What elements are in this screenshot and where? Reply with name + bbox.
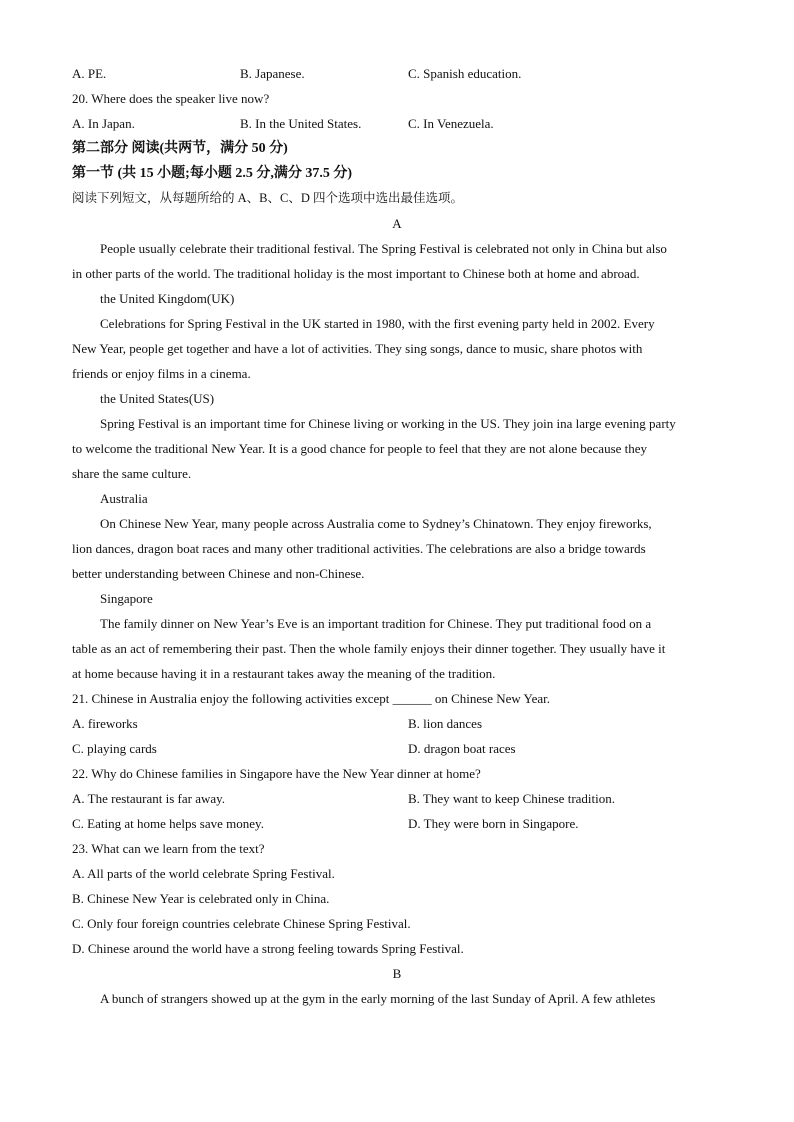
option-c: C. Eating at home helps save money.	[72, 816, 264, 831]
paragraph-line: friends or enjoy films in a cinema.	[72, 366, 251, 381]
q20-options	[0, 111, 794, 136]
q23-stem: 23. What can we learn from the text?	[72, 841, 265, 856]
q20-stem: 20. Where does the speaker live now?	[72, 91, 270, 106]
paragraph-line: New Year, people get together and have a lot of activities. They sing songs, dance to music, share photos with	[72, 341, 643, 356]
passage-a-intro-line: People usually celebrate their traditional festival. The Spring Festival is celebrated not only in China but also	[100, 241, 667, 256]
paragraph-line: Spring Festival is an important time for Chinese living or working in the US. They join ina large evening party	[100, 416, 676, 431]
q21-stem: 21. Chinese in Australia enjoy the following activities except ______ on Chinese New Year.	[72, 691, 551, 706]
part2-heading: 第二部分 阅读(共两节，满分 50 分)	[72, 141, 288, 156]
option-b: B. They want to keep Chinese tradition.	[408, 791, 615, 806]
q21-options-row	[0, 711, 794, 736]
option-a: A. The restaurant is far away.	[72, 791, 226, 806]
subheading-uk: the United Kingdom(UK)	[100, 291, 235, 306]
subheading-us: the United States(US)	[100, 391, 215, 406]
q22-options-row	[0, 811, 794, 836]
option-d: D. Chinese around the world have a strong feeling towards Spring Festival.	[72, 941, 464, 956]
instruction: 阅读下列短文，从每题所给的 A、B、C、D 四个选项中选出最佳选项。	[72, 191, 463, 205]
option-a: A. In Japan.	[72, 116, 135, 131]
option-d: D. dragon boat races	[408, 741, 516, 756]
q21-options-row	[0, 736, 794, 761]
option-a: A. All parts of the world celebrate Spring Festival.	[72, 866, 335, 881]
paragraph-line: better understanding between Chinese and non-Chinese.	[72, 566, 365, 581]
paragraph-line: Celebrations for Spring Festival in the UK started in 1980, with the first evening party held in 2002. Every	[100, 316, 655, 331]
subheading-australia: Australia	[100, 491, 148, 506]
option-b: B. Chinese New Year is celebrated only in China.	[72, 891, 330, 906]
paragraph-line: A bunch of strangers showed up at the gym in the early morning of the last Sunday of April. A few athletes	[100, 991, 656, 1006]
option-c: C. playing cards	[72, 741, 157, 756]
passage-a-label: A	[392, 216, 402, 231]
option-c: C. Spanish education.	[408, 66, 522, 81]
q22-options-row	[0, 786, 794, 811]
option-b: B. In the United States.	[240, 116, 362, 131]
subheading-singapore: Singapore	[100, 591, 153, 606]
paragraph-line: to welcome the traditional New Year. It is a good chance for people to feel that they are not alone because they	[72, 441, 648, 456]
option-b: B. lion dances	[408, 716, 483, 731]
option-b: B. Japanese.	[240, 66, 305, 81]
paragraph-line: at home because having it in a restaurant takes away the meaning of the tradition.	[72, 666, 496, 681]
paragraph-line: table as an act of remembering their past. Then the whole family enjoys their dinner together. They usually have it	[72, 641, 666, 656]
section1-heading: 第一节 (共 15 小题;每小题 2.5 分,满分 37.5 分)	[72, 166, 352, 181]
option-a: A. fireworks	[72, 716, 138, 731]
paragraph-line: share the same culture.	[72, 466, 192, 481]
option-c: C. Only four foreign countries celebrate Chinese Spring Festival.	[72, 916, 411, 931]
option-a: A. PE.	[72, 66, 107, 81]
option-d: D. They were born in Singapore.	[408, 816, 579, 831]
q19-options	[0, 61, 794, 86]
passage-b-label: B	[392, 966, 402, 981]
paragraph-line: lion dances, dragon boat races and many other traditional activities. The celebrations are also a bridge towards	[72, 541, 646, 556]
option-c: C. In Venezuela.	[408, 116, 494, 131]
paragraph-line: On Chinese New Year, many people across Australia come to Sydney’s Chinatown. They enjoy fireworks,	[100, 516, 652, 531]
paragraph-line: The family dinner on New Year’s Eve is an important tradition for Chinese. They put traditional food on a	[100, 616, 652, 631]
q22-stem: 22. Why do Chinese families in Singapore have the New Year dinner at home?	[72, 766, 481, 781]
passage-a-intro-line: in other parts of the world. The traditional holiday is the most important to Chinese both at home and abroad.	[72, 266, 640, 281]
